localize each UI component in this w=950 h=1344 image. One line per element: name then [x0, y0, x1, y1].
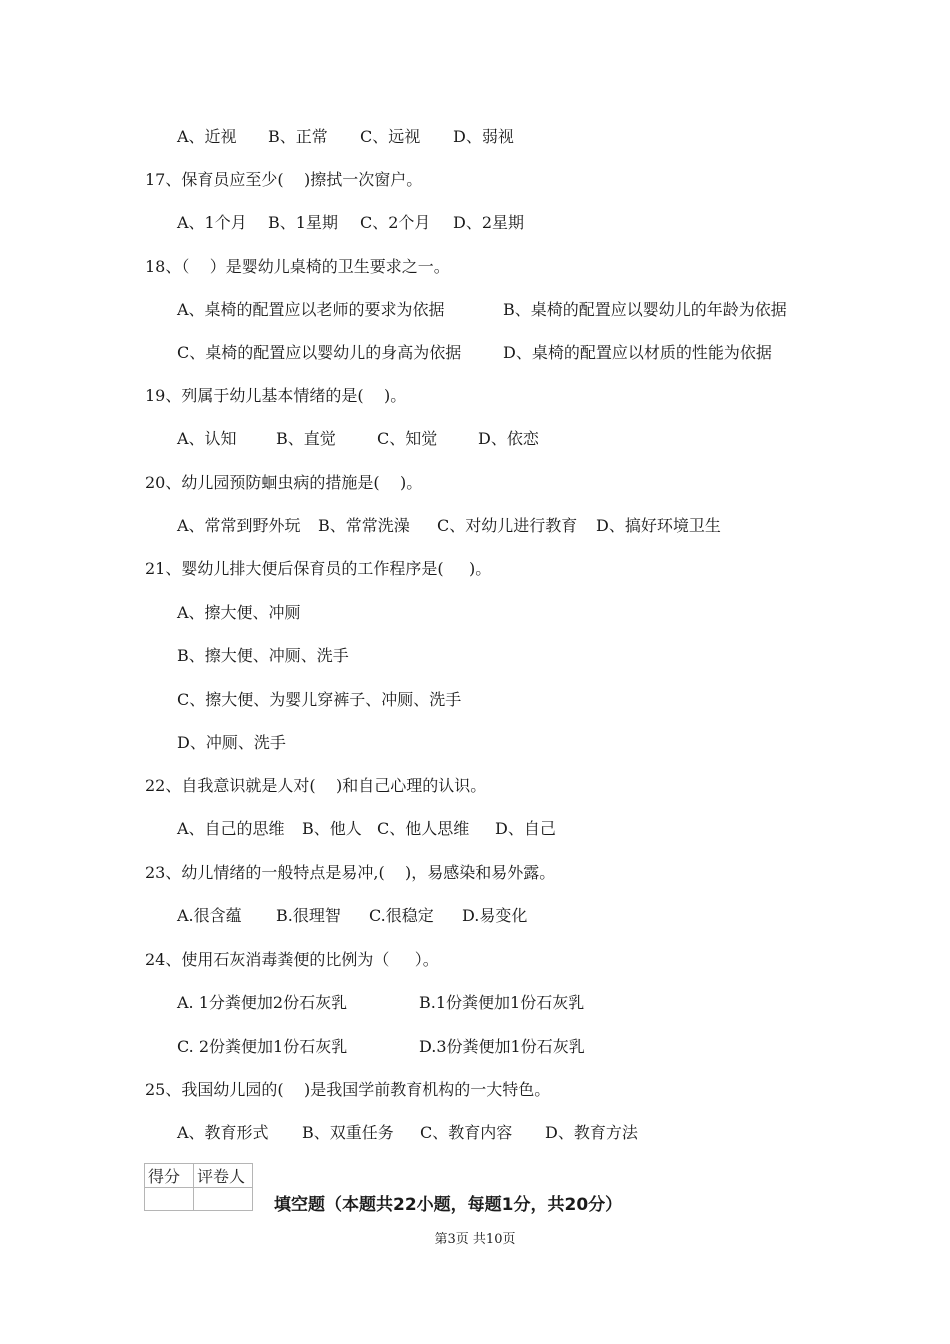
question-stem: 23、幼儿情绪的一般特点是易冲,( )，易感染和易外露。: [145, 863, 556, 882]
question-stem: 18、（ ）是婴幼儿桌椅的卫生要求之一。: [145, 257, 450, 276]
option-b: B、他人: [302, 819, 362, 838]
option-c: C、对幼儿进行教育: [437, 516, 578, 535]
question-stem: 20、幼儿园预防蛔虫病的措施是( )。: [145, 473, 423, 492]
option-d: D、桌椅的配置应以材质的性能为依据: [503, 343, 772, 362]
option-b: B、桌椅的配置应以婴幼儿的年龄为依据: [503, 300, 787, 319]
option-d: D、冲厕、洗手: [177, 733, 286, 752]
question-stem: 25、我国幼儿园的( )是我国学前教育机构的一大特色。: [145, 1080, 551, 1099]
option-c: C、2个月: [360, 213, 431, 232]
option-c: C、他人思维: [377, 819, 470, 838]
option-a: A、常常到野外玩: [177, 516, 301, 535]
option-b: B、正常: [268, 127, 328, 146]
option-b: B.1份粪便加1份石灰乳: [419, 993, 585, 1012]
option-d: D.3份粪便加1份石灰乳: [419, 1037, 585, 1056]
option-b: B、直觉: [276, 429, 336, 448]
option-d: D.易变化: [462, 906, 528, 925]
option-d: D、弱视: [453, 127, 514, 146]
option-a: A、教育形式: [177, 1123, 269, 1142]
option-c: C、桌椅的配置应以婴幼儿的身高为依据: [177, 343, 462, 362]
question-stem: 22、自我意识就是人对( )和自己心理的认识。: [145, 776, 487, 795]
question-stem: 19、列属于幼儿基本情绪的是( )。: [145, 386, 407, 405]
option-c: C.很稳定: [369, 906, 434, 925]
option-a: A、自己的思维: [177, 819, 285, 838]
option-b: B、常常洗澡: [318, 516, 410, 535]
option-c: C、远视: [360, 127, 421, 146]
option-c: C. 2份粪便加1份石灰乳: [177, 1037, 348, 1056]
question-stem: 24、使用石灰消毒粪便的比例为（ ）。: [145, 950, 439, 969]
page-footer: 第3页 共10页: [434, 1232, 516, 1247]
option-c: C、擦大便、为婴儿穿裤子、冲厕、洗手: [177, 690, 462, 709]
option-b: B.很理智: [276, 906, 341, 925]
option-d: D、依恋: [478, 429, 539, 448]
question-stem: 17、保育员应至少( )擦拭一次窗户。: [145, 170, 423, 189]
score-cell[interactable]: [145, 1188, 194, 1211]
grader-header: 评卷人: [194, 1164, 253, 1188]
grader-cell[interactable]: [194, 1188, 253, 1211]
option-a: A、近视: [177, 127, 237, 146]
score-table: [144, 1163, 253, 1211]
option-d: D、2星期: [453, 213, 525, 232]
option-d: D、教育方法: [545, 1123, 638, 1142]
option-d: D、搞好环境卫生: [596, 516, 721, 535]
section-title: 填空题（本题共22小题，每题1分，共20分）: [274, 1195, 623, 1215]
option-b: B、双重任务: [302, 1123, 394, 1142]
question-stem: 21、婴幼儿排大便后保育员的工作程序是( )。: [145, 559, 492, 578]
option-b: B、1星期: [268, 213, 338, 232]
score-header: 得分: [145, 1164, 194, 1188]
option-a: A、1个月: [177, 213, 247, 232]
option-b: B、擦大便、冲厕、洗手: [177, 646, 349, 665]
option-d: D、自己: [495, 819, 556, 838]
option-a: A.很含蕴: [177, 906, 242, 925]
option-a: A. 1分粪便加2份石灰乳: [177, 993, 348, 1012]
option-c: C、教育内容: [420, 1123, 513, 1142]
option-a: A、认知: [177, 429, 237, 448]
option-a: A、桌椅的配置应以老师的要求为依据: [177, 300, 445, 319]
option-c: C、知觉: [377, 429, 438, 448]
option-a: A、擦大便、冲厕: [177, 603, 301, 622]
